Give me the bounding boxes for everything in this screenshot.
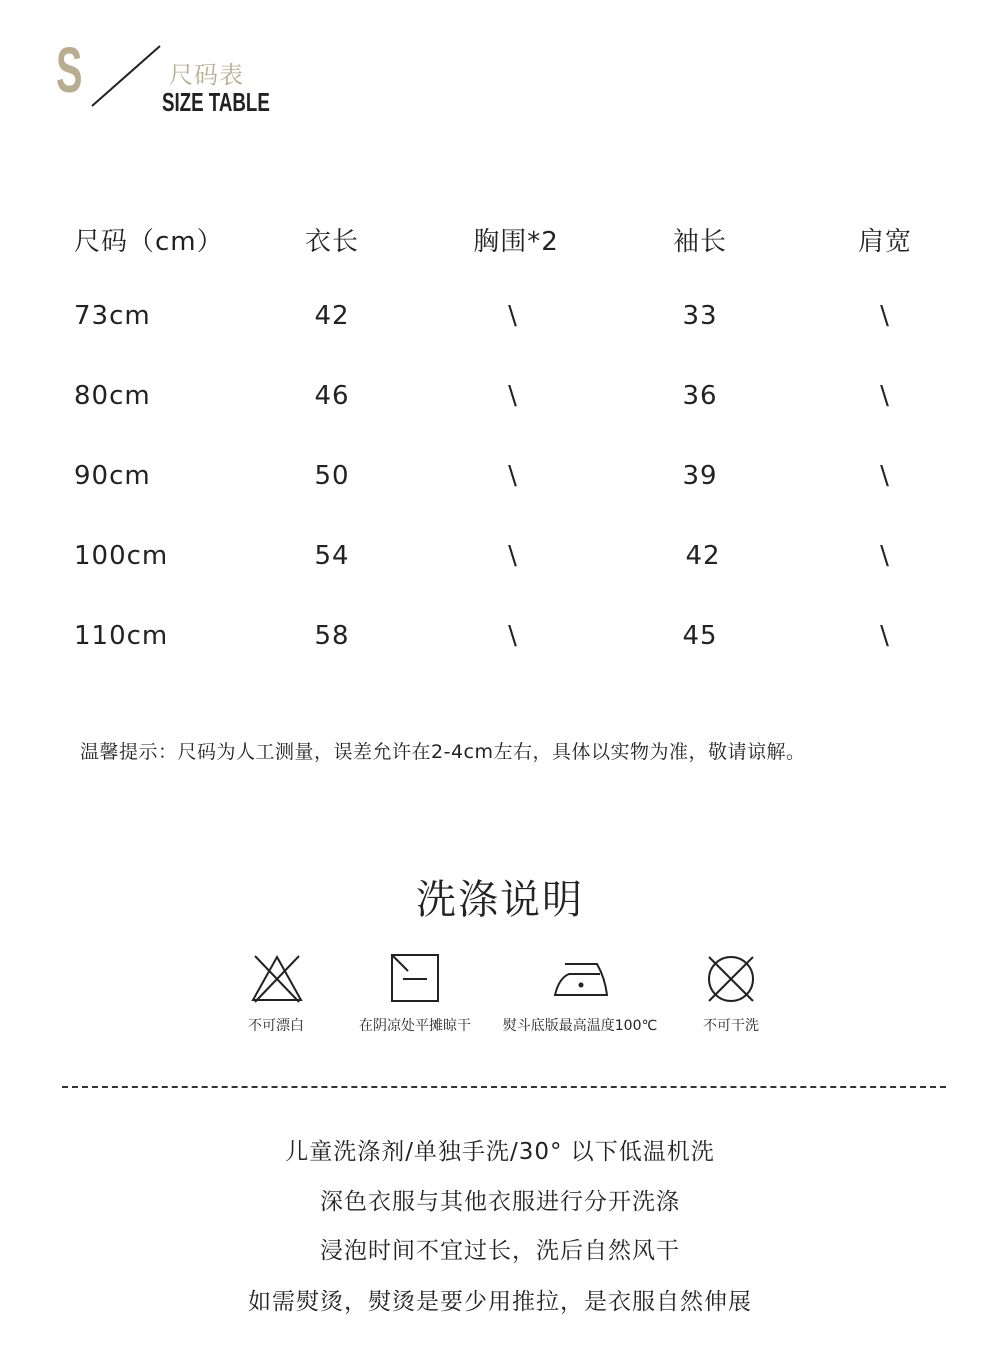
table-cell-chest: \ (508, 621, 518, 651)
dashed-divider (62, 1086, 946, 1088)
size-table-logo-letter: S (56, 34, 83, 106)
table-cell-shoulder: \ (880, 541, 890, 571)
table-header-size: 尺码（cm） (74, 227, 224, 257)
table-cell-length: 50 (314, 461, 350, 491)
care-label: 不可漂白 (248, 1018, 304, 1034)
care-instruction-line: 浸泡时间不宜过长，洗后自然风干 (320, 1238, 680, 1264)
table-cell-sleeve: 36 (682, 381, 718, 411)
table-cell-length: 42 (314, 301, 350, 331)
section-title-cn: 尺码表 (169, 61, 244, 89)
size-note: 温馨提示：尺码为人工测量，误差允许在2-4cm左右，具体以实物为准，敬请谅解。 (80, 741, 806, 763)
table-cell-size: 90cm (74, 461, 151, 491)
table-cell-length: 46 (314, 381, 350, 411)
table-header-sleeve: 袖长 (672, 227, 728, 257)
table-cell-sleeve: 45 (682, 621, 718, 651)
no-bleach-icon (250, 953, 304, 1005)
table-cell-length: 54 (314, 541, 350, 571)
table-cell-chest: \ (508, 461, 518, 491)
table-cell-length: 58 (314, 621, 350, 651)
table-cell-size: 100cm (74, 541, 169, 571)
table-cell-chest: \ (508, 541, 518, 571)
care-label: 不可干洗 (703, 1018, 759, 1034)
table-header-shoulder: 肩宽 (857, 227, 913, 257)
table-cell-chest: \ (508, 381, 518, 411)
table-cell-shoulder: \ (880, 381, 890, 411)
table-cell-shoulder: \ (880, 621, 890, 651)
dry-flat-shade-icon (390, 953, 440, 1003)
table-cell-sleeve: 39 (682, 461, 718, 491)
table-cell-size: 110cm (74, 621, 169, 651)
washing-title: 洗涤说明 (416, 877, 584, 923)
table-cell-sleeve: 33 (682, 301, 718, 331)
care-label: 熨斗底版最高温度100℃ (502, 1018, 658, 1034)
no-dry-clean-icon (704, 953, 758, 1005)
table-cell-chest: \ (508, 301, 518, 331)
section-title-en: SIZE TABLE (162, 87, 270, 117)
table-header-chest: 胸围*2 (473, 227, 559, 257)
care-instruction-line: 如需熨烫，熨烫是要少用推拉，是衣服自然伸展 (248, 1289, 752, 1315)
table-cell-shoulder: \ (880, 301, 890, 331)
table-cell-shoulder: \ (880, 461, 890, 491)
table-header-length: 衣长 (304, 227, 360, 257)
care-label: 在阴凉处平摊晾干 (359, 1018, 471, 1034)
care-instruction-line: 儿童洗涤剂/单独手洗/30° 以下低温机洗 (285, 1139, 715, 1165)
table-cell-size: 80cm (74, 381, 151, 411)
table-cell-size: 73cm (74, 301, 151, 331)
slash-divider-icon (90, 44, 170, 110)
care-instruction-line: 深色衣服与其他衣服进行分开洗涤 (320, 1189, 680, 1215)
table-cell-sleeve: 42 (685, 541, 721, 571)
iron-max-100-icon (553, 960, 609, 998)
